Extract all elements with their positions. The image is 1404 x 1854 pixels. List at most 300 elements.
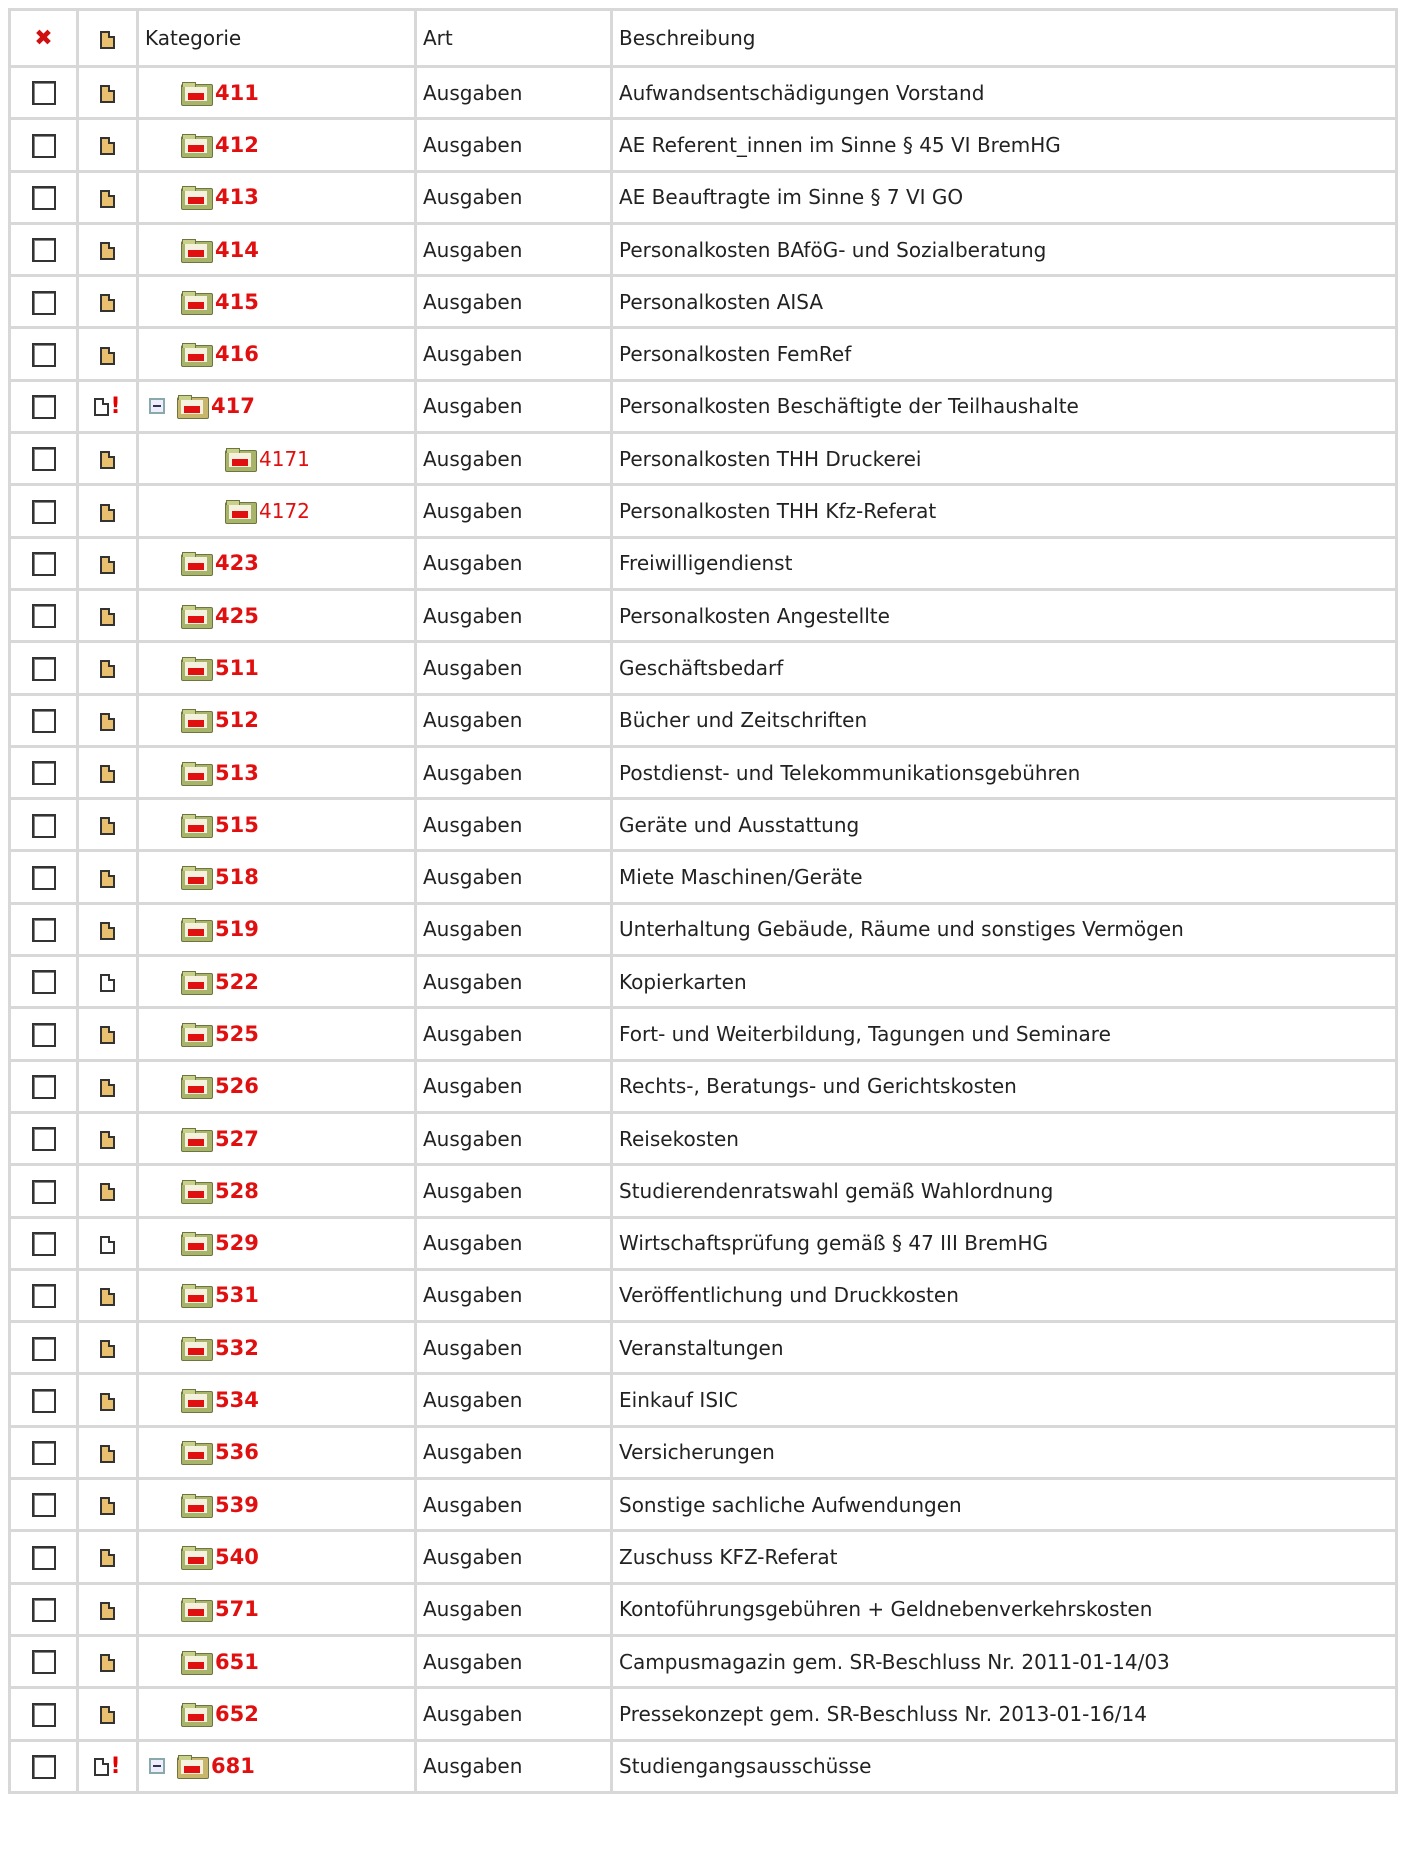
row-checkbox[interactable]	[32, 291, 56, 315]
beschreibung-cell: Wirtschaftsprüfung gemäß § 47 III BremHG	[613, 1219, 1398, 1271]
document-icon[interactable]	[100, 1340, 115, 1358]
kategorie-cell	[139, 68, 417, 120]
kategorie-code[interactable]: 4171	[259, 446, 310, 471]
art-header[interactable]: Art	[417, 8, 613, 68]
document-icon[interactable]	[100, 817, 115, 835]
row-select-cell	[8, 1480, 79, 1532]
row-status-cell	[79, 1532, 139, 1584]
document-icon[interactable]	[100, 870, 115, 888]
beschreibung-cell: Personalkosten Beschäftigte der Teilhaushalte	[613, 382, 1398, 434]
table-row	[8, 277, 1398, 329]
kategorie-header[interactable]: Kategorie	[139, 8, 417, 68]
document-icon[interactable]	[94, 1758, 109, 1776]
kategorie-cell	[139, 1689, 417, 1741]
table-row	[8, 696, 1398, 748]
beschreibung-cell: Freiwilligendienst	[613, 539, 1398, 591]
beschreibung-cell: Sonstige sachliche Aufwendungen	[613, 1480, 1398, 1532]
row-select-cell	[8, 1742, 79, 1794]
row-select-cell	[8, 1428, 79, 1480]
art-cell: Ausgaben	[417, 225, 613, 277]
document-icon[interactable]	[100, 660, 115, 678]
row-select-cell	[8, 1009, 79, 1061]
kategorie-cell	[139, 382, 417, 434]
beschreibung-cell: Fort- und Weiterbildung, Tagungen und Seminare	[613, 1009, 1398, 1061]
row-status-cell	[79, 1323, 139, 1375]
row-checkbox[interactable]	[32, 500, 56, 524]
row-status-cell	[79, 1637, 139, 1689]
row-select-cell	[8, 434, 79, 486]
art-cell: Ausgaben	[417, 1637, 613, 1689]
row-checkbox[interactable]	[32, 1284, 56, 1308]
kategorie-code[interactable]: 518	[215, 865, 259, 890]
table-row	[8, 1375, 1398, 1427]
table-row	[8, 68, 1398, 120]
beschreibung-cell: Studierendenratswahl gemäß Wahlordnung	[613, 1166, 1398, 1218]
document-icon[interactable]	[100, 85, 115, 103]
document-icon[interactable]	[100, 556, 115, 574]
art-cell: Ausgaben	[417, 852, 613, 904]
document-icon[interactable]	[100, 347, 115, 365]
beschreibung-cell: Veröffentlichung und Druckkosten	[613, 1271, 1398, 1323]
row-select-cell	[8, 1219, 79, 1271]
kategorie-code[interactable]: 540	[215, 1544, 259, 1569]
collapse-icon[interactable]	[149, 1758, 165, 1774]
row-status-cell	[79, 1114, 139, 1166]
document-icon[interactable]	[100, 1393, 115, 1411]
folder-icon	[181, 82, 213, 104]
beschreibung-cell: Miete Maschinen/Geräte	[613, 852, 1398, 904]
row-checkbox[interactable]	[32, 709, 56, 733]
kategorie-code[interactable]: 412	[215, 132, 259, 157]
folder-icon	[181, 918, 213, 940]
row-checkbox[interactable]	[32, 186, 56, 210]
kategorie-code[interactable]: 651	[215, 1649, 259, 1674]
kategorie-cell	[139, 1009, 417, 1061]
table-row	[8, 329, 1398, 381]
kategorie-code[interactable]: 528	[215, 1178, 259, 1203]
beschreibung-header[interactable]: Beschreibung	[613, 8, 1398, 68]
row-status-cell	[79, 1480, 139, 1532]
kategorie-cell	[139, 1166, 417, 1218]
table-row	[8, 1532, 1398, 1584]
row-select-cell	[8, 1585, 79, 1637]
row-status-cell	[79, 905, 139, 957]
art-cell: Ausgaben	[417, 1271, 613, 1323]
document-icon[interactable]	[100, 137, 115, 155]
kategorie-code[interactable]: 525	[215, 1021, 259, 1046]
document-icon[interactable]	[100, 1706, 115, 1724]
kategorie-code[interactable]: 411	[215, 80, 259, 105]
kategorie-cell	[139, 1428, 417, 1480]
row-select-cell	[8, 68, 79, 120]
beschreibung-cell: Geräte und Ausstattung	[613, 800, 1398, 852]
row-checkbox[interactable]	[32, 1441, 56, 1465]
folder-icon	[181, 1232, 213, 1254]
row-select-cell	[8, 643, 79, 695]
row-checkbox[interactable]	[32, 395, 56, 419]
kategorie-code[interactable]: 425	[215, 603, 259, 628]
beschreibung-cell: Einkauf ISIC	[613, 1375, 1398, 1427]
folder-icon	[181, 1337, 213, 1359]
kategorie-code[interactable]: 539	[215, 1492, 259, 1517]
row-checkbox[interactable]	[32, 970, 56, 994]
beschreibung-cell: Rechts-, Beratungs- und Gerichtskosten	[613, 1062, 1398, 1114]
kategorie-cell	[139, 120, 417, 172]
row-select-cell	[8, 1062, 79, 1114]
art-cell: Ausgaben	[417, 1323, 613, 1375]
document-icon[interactable]	[100, 608, 115, 626]
beschreibung-cell: Unterhaltung Gebäude, Räume und sonstiges Vermögen	[613, 905, 1398, 957]
kategorie-code[interactable]: 532	[215, 1335, 259, 1360]
row-status-cell	[79, 852, 139, 904]
kategorie-code[interactable]: 515	[215, 812, 259, 837]
beschreibung-cell: Zuschuss KFZ-Referat	[613, 1532, 1398, 1584]
kategorie-cell	[139, 696, 417, 748]
kategorie-cell	[139, 1271, 417, 1323]
row-status-cell	[79, 1689, 139, 1741]
row-status-cell	[79, 1375, 139, 1427]
kategorie-cell	[139, 1323, 417, 1375]
row-checkbox[interactable]	[32, 552, 56, 576]
row-status-cell	[79, 800, 139, 852]
kategorie-cell	[139, 748, 417, 800]
kategorie-code[interactable]: 416	[215, 342, 259, 367]
folder-icon	[181, 605, 213, 627]
row-select-cell	[8, 1323, 79, 1375]
folder-icon	[181, 1284, 213, 1306]
row-checkbox[interactable]	[32, 1703, 56, 1727]
row-status-cell	[79, 68, 139, 120]
kategorie-cell	[139, 1062, 417, 1114]
kategorie-code[interactable]: 513	[215, 760, 259, 785]
table-row	[8, 1742, 1398, 1794]
row-checkbox[interactable]	[32, 1337, 56, 1361]
row-status-cell	[79, 1271, 139, 1323]
row-select-cell	[8, 1532, 79, 1584]
row-select-cell	[8, 329, 79, 381]
folder-icon	[181, 1075, 213, 1097]
folder-icon	[181, 1128, 213, 1150]
folder-icon	[181, 343, 213, 365]
kategorie-cell	[139, 1375, 417, 1427]
table-row	[8, 905, 1398, 957]
document-icon[interactable]	[100, 190, 115, 208]
document-icon[interactable]	[100, 974, 115, 992]
row-status-cell	[79, 591, 139, 643]
row-select-cell	[8, 957, 79, 1009]
document-icon[interactable]	[100, 1079, 115, 1097]
row-checkbox[interactable]	[32, 81, 56, 105]
art-cell: Ausgaben	[417, 1742, 613, 1794]
row-checkbox[interactable]	[32, 1232, 56, 1256]
beschreibung-cell: AE Referent_innen im Sinne § 45 VI BremHG	[613, 120, 1398, 172]
art-cell: Ausgaben	[417, 1480, 613, 1532]
art-cell: Ausgaben	[417, 1585, 613, 1637]
folder-icon	[181, 814, 213, 836]
row-status-cell	[79, 696, 139, 748]
row-checkbox[interactable]	[32, 1755, 56, 1779]
folder-icon	[181, 1651, 213, 1673]
document-icon[interactable]	[94, 398, 109, 416]
row-status-cell	[79, 1742, 139, 1794]
document-icon[interactable]	[100, 1026, 115, 1044]
row-status-cell	[79, 1585, 139, 1637]
header-row	[8, 8, 1398, 68]
row-select-cell	[8, 382, 79, 434]
row-status-cell	[79, 539, 139, 591]
kategorie-code[interactable]: 527	[215, 1126, 259, 1151]
document-icon	[100, 31, 115, 49]
status-header	[79, 8, 139, 68]
folder-icon	[181, 709, 213, 731]
kategorie-cell	[139, 277, 417, 329]
art-cell: Ausgaben	[417, 1166, 613, 1218]
row-checkbox[interactable]	[32, 447, 56, 471]
table-row	[8, 1166, 1398, 1218]
beschreibung-cell: Personalkosten Angestellte	[613, 591, 1398, 643]
kategorie-cell	[139, 591, 417, 643]
kategorie-cell	[139, 1480, 417, 1532]
kategorie-code[interactable]: 511	[215, 655, 259, 680]
art-cell: Ausgaben	[417, 173, 613, 225]
document-icon[interactable]	[100, 451, 115, 469]
folder-icon	[177, 395, 209, 417]
row-checkbox[interactable]	[32, 1127, 56, 1151]
art-cell: Ausgaben	[417, 905, 613, 957]
table-row	[8, 225, 1398, 277]
beschreibung-cell: Pressekonzept gem. SR-Beschluss Nr. 2013-01-16/14	[613, 1689, 1398, 1741]
folder-icon	[181, 134, 213, 156]
row-status-cell	[79, 957, 139, 1009]
row-checkbox[interactable]	[32, 604, 56, 628]
folder-icon	[181, 186, 213, 208]
document-icon[interactable]	[100, 1654, 115, 1672]
row-status-cell	[79, 225, 139, 277]
folder-icon	[181, 1441, 213, 1463]
kategorie-code[interactable]: 417	[211, 394, 255, 419]
row-status-cell	[79, 1166, 139, 1218]
kategorie-code[interactable]: 512	[215, 708, 259, 733]
beschreibung-cell: Kopierkarten	[613, 957, 1398, 1009]
row-checkbox[interactable]	[32, 1493, 56, 1517]
art-cell: Ausgaben	[417, 957, 613, 1009]
table-row	[8, 1428, 1398, 1480]
row-checkbox[interactable]	[32, 1598, 56, 1622]
row-select-cell	[8, 486, 79, 538]
document-icon[interactable]	[100, 1497, 115, 1515]
beschreibung-cell: Campusmagazin gem. SR-Beschluss Nr. 2011-01-14/03	[613, 1637, 1398, 1689]
row-checkbox[interactable]	[32, 761, 56, 785]
row-select-cell	[8, 905, 79, 957]
kategorie-code[interactable]: 423	[215, 551, 259, 576]
document-icon[interactable]	[100, 504, 115, 522]
row-status-cell	[79, 1062, 139, 1114]
table-row	[8, 173, 1398, 225]
beschreibung-cell: Reisekosten	[613, 1114, 1398, 1166]
row-select-cell	[8, 591, 79, 643]
kategorie-code[interactable]: 413	[215, 185, 259, 210]
folder-icon	[181, 866, 213, 888]
kategorie-code[interactable]: 571	[215, 1597, 259, 1622]
document-icon[interactable]	[100, 765, 115, 783]
beschreibung-cell: Postdienst- und Telekommunikationsgebühren	[613, 748, 1398, 800]
x-icon[interactable]: ✖	[34, 25, 53, 51]
kategorie-cell	[139, 1219, 417, 1271]
art-cell: Ausgaben	[417, 277, 613, 329]
beschreibung-cell: Personalkosten AISA	[613, 277, 1398, 329]
art-cell: Ausgaben	[417, 748, 613, 800]
art-cell: Ausgaben	[417, 382, 613, 434]
art-cell: Ausgaben	[417, 696, 613, 748]
document-icon[interactable]	[100, 1445, 115, 1463]
row-checkbox[interactable]	[32, 343, 56, 367]
table-row	[8, 382, 1398, 434]
row-select-cell	[8, 696, 79, 748]
art-cell: Ausgaben	[417, 643, 613, 695]
table-row	[8, 1062, 1398, 1114]
kategorie-cell	[139, 800, 417, 852]
kategorie-cell	[139, 1532, 417, 1584]
art-cell: Ausgaben	[417, 434, 613, 486]
row-checkbox[interactable]	[32, 866, 56, 890]
folder-icon	[181, 1023, 213, 1045]
art-cell: Ausgaben	[417, 539, 613, 591]
document-icon[interactable]	[100, 1602, 115, 1620]
kategorie-code[interactable]: 4172	[259, 499, 310, 524]
table-row	[8, 1219, 1398, 1271]
document-icon[interactable]	[100, 1183, 115, 1201]
kategorie-code[interactable]: 526	[215, 1074, 259, 1099]
beschreibung-cell: AE Beauftragte im Sinne § 7 VI GO	[613, 173, 1398, 225]
row-select-cell	[8, 1166, 79, 1218]
row-select-cell	[8, 1271, 79, 1323]
row-checkbox[interactable]	[32, 657, 56, 681]
folder-icon	[181, 1546, 213, 1568]
kategorie-cell	[139, 539, 417, 591]
row-status-cell	[79, 643, 139, 695]
kategorie-code[interactable]: 529	[215, 1231, 259, 1256]
document-icon[interactable]	[100, 922, 115, 940]
warning-icon: !	[110, 394, 121, 420]
table-row	[8, 434, 1398, 486]
beschreibung-cell: Versicherungen	[613, 1428, 1398, 1480]
folder-icon	[181, 291, 213, 313]
kategorie-cell	[139, 905, 417, 957]
folder-icon	[181, 762, 213, 784]
kategorie-cell	[139, 329, 417, 381]
row-checkbox[interactable]	[32, 1650, 56, 1674]
kategorie-cell	[139, 1637, 417, 1689]
table-row	[8, 1271, 1398, 1323]
row-checkbox[interactable]	[32, 918, 56, 942]
kategorie-cell	[139, 225, 417, 277]
row-select-cell	[8, 173, 79, 225]
beschreibung-cell: Studiengangsausschüsse	[613, 1742, 1398, 1794]
folder-icon	[177, 1755, 209, 1777]
document-icon[interactable]	[100, 1131, 115, 1149]
document-icon[interactable]	[100, 242, 115, 260]
art-cell: Ausgaben	[417, 1219, 613, 1271]
kategorie-code[interactable]: 415	[215, 289, 259, 314]
table-row	[8, 800, 1398, 852]
collapse-icon[interactable]	[149, 398, 165, 414]
table-row	[8, 1637, 1398, 1689]
row-select-cell	[8, 1114, 79, 1166]
beschreibung-cell: Personalkosten BAföG- und Sozialberatung	[613, 225, 1398, 277]
row-select-cell	[8, 800, 79, 852]
art-cell: Ausgaben	[417, 120, 613, 172]
row-select-cell	[8, 1637, 79, 1689]
folder-icon	[181, 1703, 213, 1725]
kategorie-code[interactable]: 536	[215, 1440, 259, 1465]
row-select-cell	[8, 120, 79, 172]
kategorie-code[interactable]: 534	[215, 1388, 259, 1413]
beschreibung-cell: Kontoführungsgebühren + Geldnebenverkehrskosten	[613, 1585, 1398, 1637]
kategorie-code[interactable]: 531	[215, 1283, 259, 1308]
row-status-cell	[79, 277, 139, 329]
select-all-header[interactable]	[8, 8, 79, 68]
row-checkbox[interactable]	[32, 814, 56, 838]
row-checkbox[interactable]	[32, 134, 56, 158]
folder-icon	[181, 1180, 213, 1202]
art-cell: Ausgaben	[417, 800, 613, 852]
table-row	[8, 1585, 1398, 1637]
art-cell: Ausgaben	[417, 1375, 613, 1427]
kategorie-code[interactable]: 522	[215, 969, 259, 994]
table-row	[8, 748, 1398, 800]
beschreibung-cell: Veranstaltungen	[613, 1323, 1398, 1375]
kategorie-code[interactable]: 414	[215, 237, 259, 262]
folder-icon	[181, 971, 213, 993]
folder-icon	[181, 1494, 213, 1516]
document-icon[interactable]	[100, 1236, 115, 1254]
table-row	[8, 120, 1398, 172]
row-status-cell	[79, 120, 139, 172]
kategorie-cell	[139, 1742, 417, 1794]
beschreibung-cell: Personalkosten FemRef	[613, 329, 1398, 381]
table-row	[8, 1480, 1398, 1532]
document-icon[interactable]	[100, 1288, 115, 1306]
kategorie-code[interactable]: 519	[215, 917, 259, 942]
table-row	[8, 591, 1398, 643]
art-cell: Ausgaben	[417, 486, 613, 538]
kategorie-cell	[139, 852, 417, 904]
row-checkbox[interactable]	[32, 1023, 56, 1047]
art-cell: Ausgaben	[417, 591, 613, 643]
row-status-cell	[79, 382, 139, 434]
kategorie-code[interactable]: 681	[211, 1754, 255, 1779]
row-checkbox[interactable]	[32, 1546, 56, 1570]
document-icon[interactable]	[100, 1549, 115, 1567]
art-cell: Ausgaben	[417, 1114, 613, 1166]
row-select-cell	[8, 1689, 79, 1741]
row-checkbox[interactable]	[32, 1180, 56, 1204]
row-status-cell	[79, 329, 139, 381]
table-row	[8, 1009, 1398, 1061]
art-cell: Ausgaben	[417, 68, 613, 120]
document-icon[interactable]	[100, 713, 115, 731]
row-select-cell	[8, 225, 79, 277]
row-checkbox[interactable]	[32, 1075, 56, 1099]
row-checkbox[interactable]	[32, 1389, 56, 1413]
folder-icon	[181, 657, 213, 679]
row-status-cell	[79, 486, 139, 538]
kategorie-cell	[139, 643, 417, 695]
kategorie-code[interactable]: 652	[215, 1701, 259, 1726]
row-checkbox[interactable]	[32, 238, 56, 262]
folder-icon	[181, 1389, 213, 1411]
document-icon[interactable]	[100, 294, 115, 312]
